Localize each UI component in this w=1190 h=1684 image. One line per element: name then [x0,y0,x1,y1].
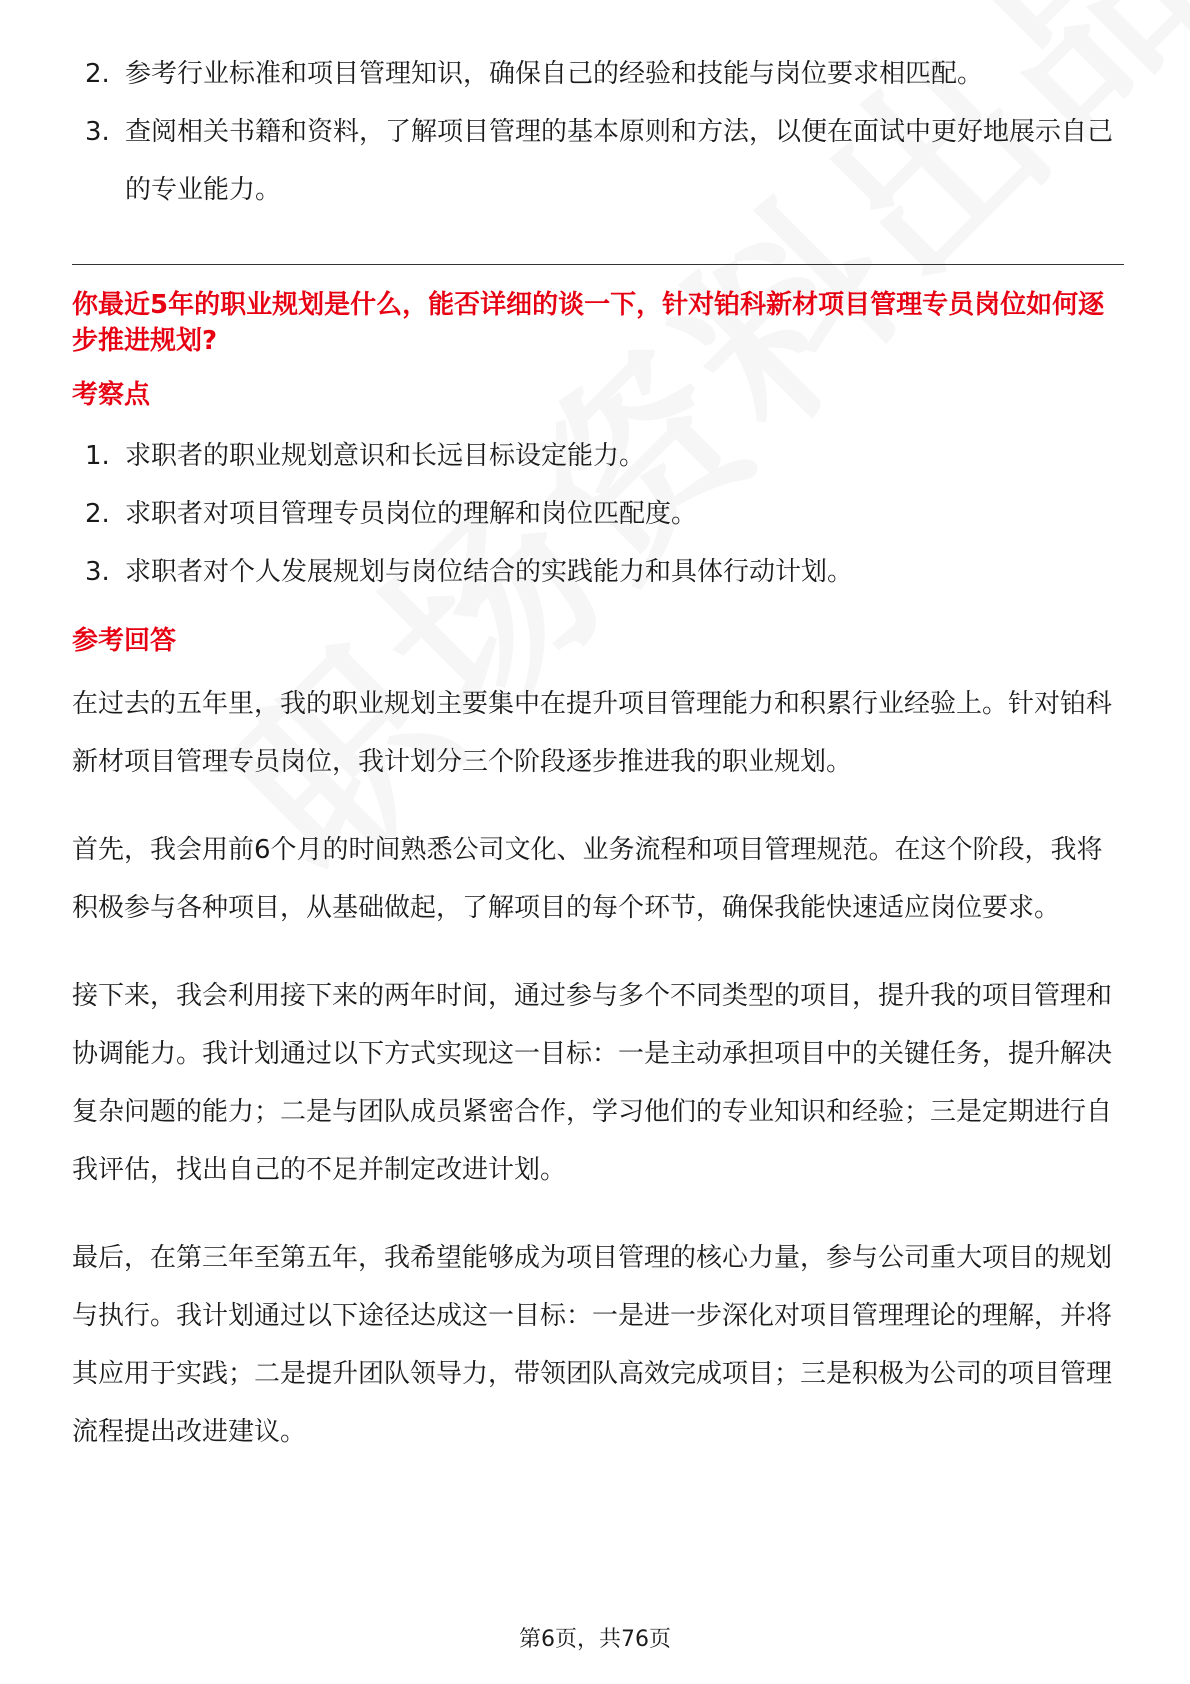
focus-list [72,427,1124,601]
list-item-text: 参考行业标准和项目管理知识，确保自己的经验和技能与岗位要求相匹配。 [125,59,984,89]
focus-title: 考察点 [72,380,151,410]
answer-paragraph: 在过去的五年里，我的职业规划主要集中在提升项目管理能力和积累行业经验上。针对铂科新材项目管理专员岗位，我计划分三个阶段逐步推进我的职业规划。 [72,689,1113,777]
document-body [72,58,1124,1461]
page-number: 第6页，共76页 [519,1627,671,1652]
top-list [72,45,1124,219]
list-item [72,543,1124,601]
answer-paragraph: 首先，我会用前6个月的时间熟悉公司文化、业务流程和项目管理规范。在这个阶段，我将积极参与各种项目，从基础做起，了解项目的每个环节，确保我能快速适应岗位要求。 [72,835,1103,923]
list-item-text: 求职者对项目管理专员岗位的理解和岗位匹配度。 [125,499,698,529]
list-item [72,45,1124,103]
answer-paragraph: 接下来，我会利用接下来的两年时间，通过参与多个不同类型的项目，提升我的项目管理和协调能力。我计划通过以下方式实现这一目标：一是主动承担项目中的关键任务，提升解决复杂问题的能力；二是与团队成员紧密合作，学习他们的专业知识和经验；三是定期进行自我评估，找出自己的不足并制定改进计划。 [72,981,1113,1185]
list-item-number: 2. [85,59,110,89]
question-heading: 你最近5年的职业规划是什么，能否详细的谈一下，针对铂科新材项目管理专员岗位如何逐步推进规划? [72,290,1105,356]
list-item [72,427,1124,485]
list-item-text: 求职者对个人发展规划与岗位结合的实践能力和具体行动计划。 [125,557,854,587]
answer-title: 参考回答 [72,626,177,656]
list-item-number: 3. [85,117,110,147]
list-item-text: 求职者的职业规划意识和长远目标设定能力。 [125,441,646,471]
list-item [72,103,1124,219]
list-item-text: 查阅相关书籍和资料，了解项目管理的基本原则和方法，以便在面试中更好地展示自己的专业能力。 [125,117,1114,205]
section-divider [72,264,1124,265]
list-item-number: 2. [85,499,110,529]
list-item [72,485,1124,543]
list-item-number: 1. [85,441,110,471]
answer-paragraph: 最后，在第三年至第五年，我希望能够成为项目管理的核心力量，参与公司重大项目的规划与执行。我计划通过以下途径达成这一目标：一是进一步深化对项目管理理论的理解，并将其应用于实践；二是提升团队领导力，带领团队高效完成项目；三是积极为公司的项目管理流程提出改进建议。 [72,1243,1113,1447]
list-item-number: 3. [85,557,110,587]
